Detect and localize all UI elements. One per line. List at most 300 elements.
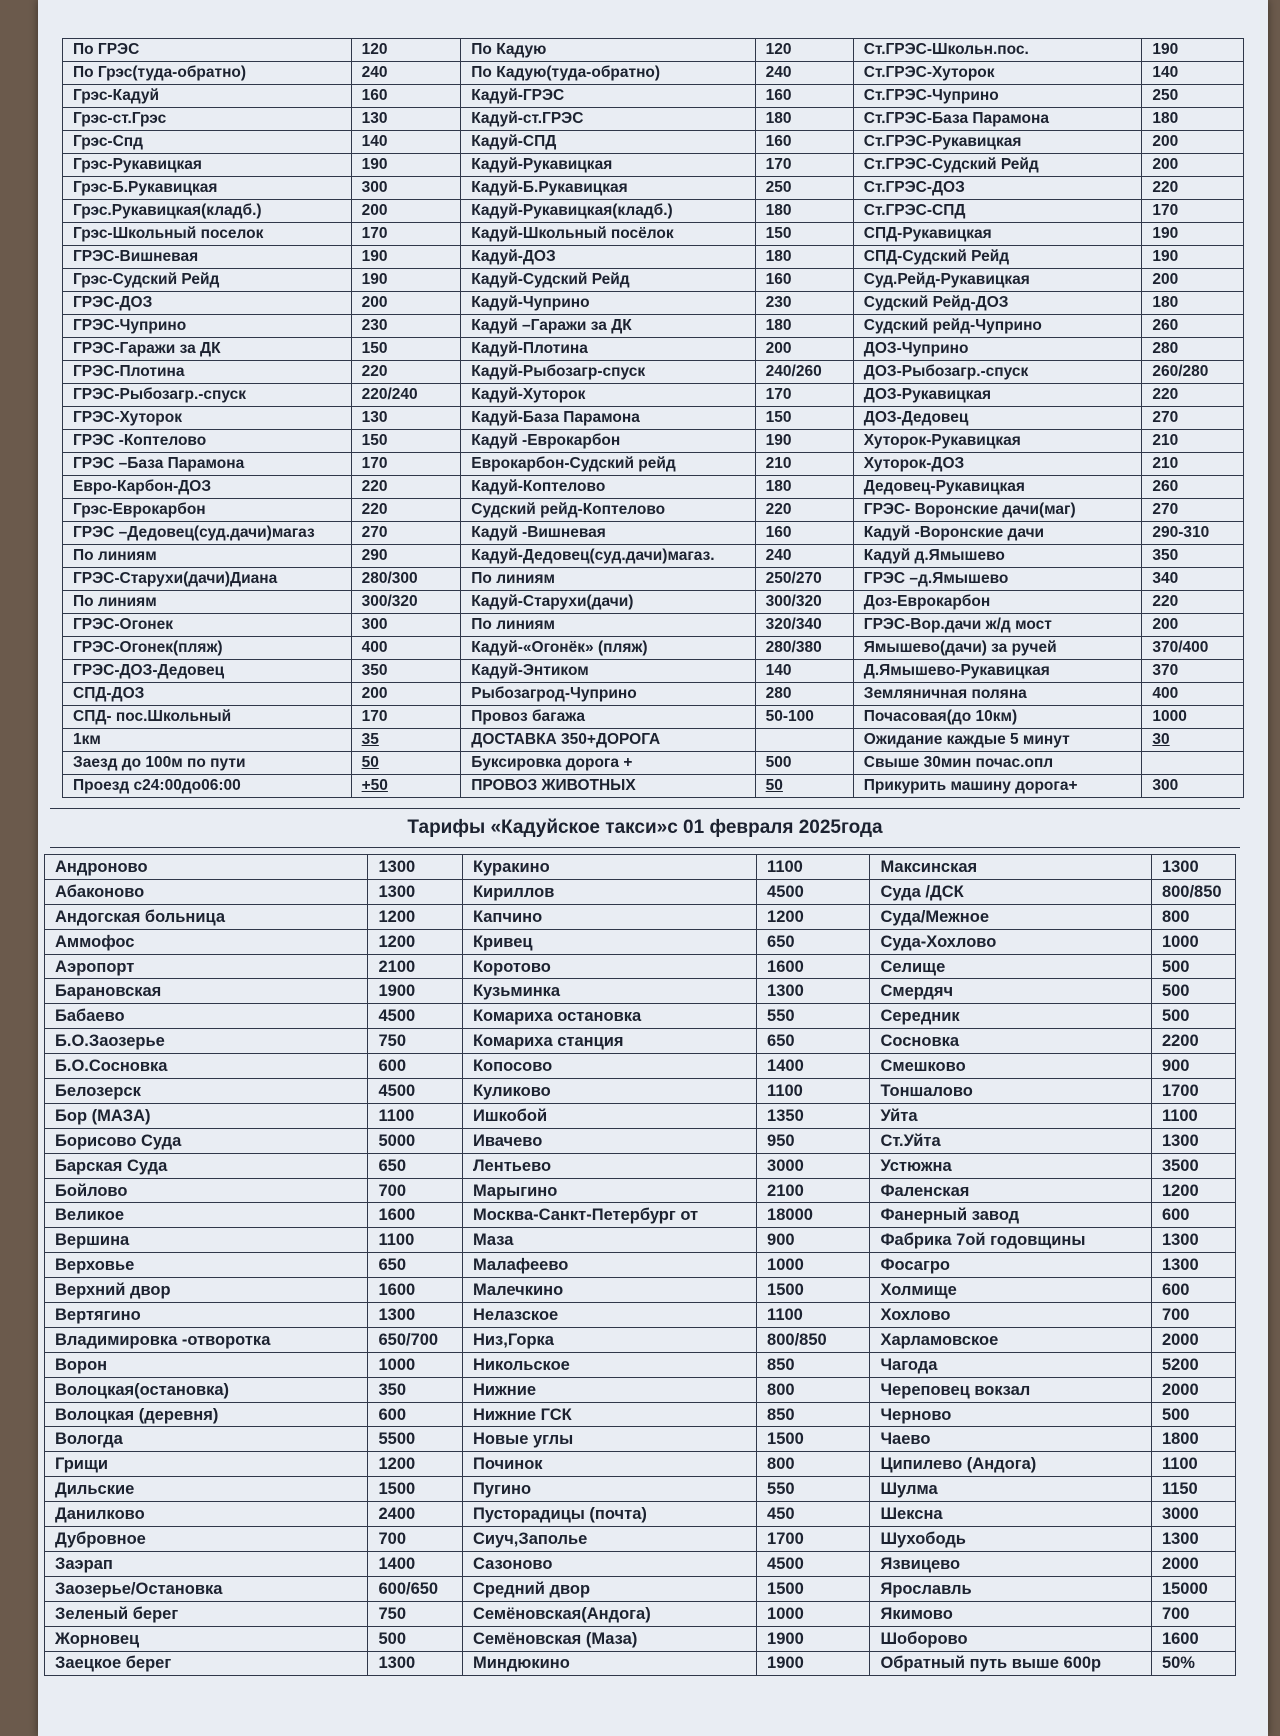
route-cell: По Кадую(туда-обратно) bbox=[461, 62, 755, 85]
table-row bbox=[63, 729, 1244, 752]
price-cell: 180 bbox=[1142, 292, 1244, 315]
route-cell: Грэс-Рукавицкая bbox=[63, 154, 352, 177]
price-cell: 500 bbox=[1151, 1402, 1235, 1427]
route-cell: Кадуй д.Ямышево bbox=[853, 545, 1142, 568]
route-cell: Кадуй-Рукавицкая(кладб.) bbox=[461, 200, 755, 223]
price-cell: 1400 bbox=[368, 1551, 463, 1576]
route-cell: Москва-Санкт-Петербург от bbox=[462, 1203, 756, 1228]
route-cell: Ст.Уйта bbox=[870, 1128, 1151, 1153]
route-cell: Кириллов bbox=[462, 879, 756, 904]
price-cell: 300 bbox=[351, 177, 461, 200]
price-cell: 850 bbox=[757, 1352, 870, 1377]
price-cell: 180 bbox=[755, 108, 853, 131]
price-cell: 1300 bbox=[368, 1303, 463, 1328]
route-cell: Суда /ДСК bbox=[870, 879, 1151, 904]
price-cell: 170 bbox=[351, 706, 461, 729]
price-cell: 200 bbox=[351, 200, 461, 223]
route-cell: ГРЭС-Старухи(дачи)Диана bbox=[63, 568, 352, 591]
route-cell: ГРЭС-Вор.дачи ж/д мост bbox=[853, 614, 1142, 637]
price-cell: 350 bbox=[368, 1377, 463, 1402]
price-cell: 290 bbox=[351, 545, 461, 568]
route-cell: Зеленый берег bbox=[45, 1601, 368, 1626]
route-cell: Земляничная поляна bbox=[853, 683, 1142, 706]
route-cell: Семёновская (Маза) bbox=[462, 1626, 756, 1651]
route-cell: Куликово bbox=[462, 1079, 756, 1104]
price-cell: 1300 bbox=[757, 979, 870, 1004]
route-cell: ГРЭС-Плотина bbox=[63, 361, 352, 384]
price-cell: 1100 bbox=[757, 1303, 870, 1328]
route-cell: Кадуй-Рукавицкая bbox=[461, 154, 755, 177]
price-cell bbox=[755, 729, 853, 752]
price-cell: 280/300 bbox=[351, 568, 461, 591]
price-cell: 180 bbox=[755, 246, 853, 269]
price-cell: 2100 bbox=[368, 954, 463, 979]
route-cell: Ямышево(дачи) за ручей bbox=[853, 637, 1142, 660]
table-row bbox=[63, 108, 1244, 131]
route-cell: Коротово bbox=[462, 954, 756, 979]
route-cell: Кадуй-Плотина bbox=[461, 338, 755, 361]
route-cell: Середник bbox=[870, 1004, 1151, 1029]
price-cell: 1600 bbox=[757, 954, 870, 979]
route-cell: Судский Рейд-ДОЗ bbox=[853, 292, 1142, 315]
route-cell: Ст.ГРЭС-ДОЗ bbox=[853, 177, 1142, 200]
price-cell: 1100 bbox=[368, 1228, 463, 1253]
route-cell: Кадуй-База Парамона bbox=[461, 407, 755, 430]
route-cell: Грэс-Кадуй bbox=[63, 85, 352, 108]
price-cell: 500 bbox=[1151, 1004, 1235, 1029]
route-cell: Череповец вокзал bbox=[870, 1377, 1151, 1402]
route-cell: Пусторадицы (почта) bbox=[462, 1502, 756, 1527]
price-cell bbox=[1142, 752, 1244, 775]
price-cell: 1000 bbox=[1142, 706, 1244, 729]
route-cell: Судский рейд-Чуприно bbox=[853, 315, 1142, 338]
price-cell: 850 bbox=[757, 1402, 870, 1427]
route-cell: Куракино bbox=[462, 855, 756, 880]
table-row bbox=[45, 1327, 1236, 1352]
table-row bbox=[45, 1601, 1236, 1626]
table-row bbox=[63, 154, 1244, 177]
price-cell: 950 bbox=[757, 1128, 870, 1153]
table-row bbox=[45, 1079, 1236, 1104]
route-cell: Уйта bbox=[870, 1103, 1151, 1128]
route-cell: Кадуй-Б.Рукавицкая bbox=[461, 177, 755, 200]
price-cell: 1300 bbox=[1151, 855, 1235, 880]
price-cell: 1600 bbox=[368, 1203, 463, 1228]
route-cell: Кадуй-ст.ГРЭС bbox=[461, 108, 755, 131]
route-cell: ДОЗ-Дедовец bbox=[853, 407, 1142, 430]
table-row bbox=[45, 1278, 1236, 1303]
price-cell: 700 bbox=[368, 1178, 463, 1203]
route-cell: Обратный путь выше 600р bbox=[870, 1651, 1151, 1676]
price-cell: 270 bbox=[351, 522, 461, 545]
price-cell: 270 bbox=[1142, 407, 1244, 430]
table-row bbox=[63, 39, 1244, 62]
price-cell: 130 bbox=[351, 108, 461, 131]
route-cell: СПД-Судский Рейд bbox=[853, 246, 1142, 269]
route-cell: Аэропорт bbox=[45, 954, 368, 979]
route-cell: Низ,Горка bbox=[462, 1327, 756, 1352]
price-cell: 1700 bbox=[1151, 1079, 1235, 1104]
price-cell: 240 bbox=[755, 545, 853, 568]
price-cell: 140 bbox=[1142, 62, 1244, 85]
route-cell: Сазоново bbox=[462, 1551, 756, 1576]
table-row bbox=[63, 614, 1244, 637]
route-cell: Сосновка bbox=[870, 1029, 1151, 1054]
price-cell: 150 bbox=[755, 407, 853, 430]
price-cell: 160 bbox=[351, 85, 461, 108]
route-cell: Великое bbox=[45, 1203, 368, 1228]
price-cell: 4500 bbox=[368, 1079, 463, 1104]
route-cell: Фабрика 7ой годовщины bbox=[870, 1228, 1151, 1253]
table-row bbox=[63, 752, 1244, 775]
table-row bbox=[45, 1402, 1236, 1427]
price-cell: 3000 bbox=[757, 1153, 870, 1178]
price-cell: 1200 bbox=[757, 904, 870, 929]
price-cell: 5000 bbox=[368, 1128, 463, 1153]
price-cell: 1900 bbox=[368, 979, 463, 1004]
route-cell: Новые углы bbox=[462, 1427, 756, 1452]
price-cell: 600 bbox=[368, 1402, 463, 1427]
price-cell: 400 bbox=[1142, 683, 1244, 706]
route-cell: Кадуй-СПД bbox=[461, 131, 755, 154]
price-cell: 400 bbox=[351, 637, 461, 660]
route-cell: Малечкино bbox=[462, 1278, 756, 1303]
price-cell: 190 bbox=[351, 269, 461, 292]
table-row bbox=[63, 361, 1244, 384]
price-cell: 210 bbox=[755, 453, 853, 476]
price-cell: 280 bbox=[1142, 338, 1244, 361]
route-cell: Кадуй -Воронские дачи bbox=[853, 522, 1142, 545]
table-row bbox=[45, 1178, 1236, 1203]
price-cell: 1100 bbox=[1151, 1452, 1235, 1477]
table-row bbox=[63, 131, 1244, 154]
price-cell: 190 bbox=[1142, 39, 1244, 62]
route-cell: Суд.Рейд-Рукавицкая bbox=[853, 269, 1142, 292]
price-cell: 280 bbox=[755, 683, 853, 706]
route-cell: ГРЭС-Чуприно bbox=[63, 315, 352, 338]
table-row bbox=[63, 637, 1244, 660]
route-cell: ГРЭС-Рыбозагр.-спуск bbox=[63, 384, 352, 407]
route-cell: Кадуй-Чуприно bbox=[461, 292, 755, 315]
route-cell: Ярославль bbox=[870, 1576, 1151, 1601]
table-row bbox=[63, 499, 1244, 522]
price-cell: 230 bbox=[351, 315, 461, 338]
route-cell: Пугино bbox=[462, 1477, 756, 1502]
route-cell: По линиям bbox=[63, 591, 352, 614]
table-row bbox=[45, 1228, 1236, 1253]
route-cell: Грэс-ст.Грэс bbox=[63, 108, 352, 131]
route-cell: СПД- пос.Школьный bbox=[63, 706, 352, 729]
route-cell: Данилково bbox=[45, 1502, 368, 1527]
table-row bbox=[45, 979, 1236, 1004]
price-cell: 240/260 bbox=[755, 361, 853, 384]
price-cell: 1600 bbox=[368, 1278, 463, 1303]
table-row bbox=[45, 1502, 1236, 1527]
price-cell: 2000 bbox=[1151, 1327, 1235, 1352]
price-cell: 800/850 bbox=[1151, 879, 1235, 904]
price-cell: 1600 bbox=[1151, 1626, 1235, 1651]
route-cell: Грэс-Б.Рукавицкая bbox=[63, 177, 352, 200]
price-cell: 260 bbox=[1142, 315, 1244, 338]
price-cell: 450 bbox=[757, 1502, 870, 1527]
price-cell: 190 bbox=[351, 154, 461, 177]
price-cell: 900 bbox=[1151, 1054, 1235, 1079]
table-row bbox=[45, 1576, 1236, 1601]
route-cell: Кадуй -Еврокарбон bbox=[461, 430, 755, 453]
route-cell: Владимировка -отворотка bbox=[45, 1327, 368, 1352]
price-cell: 600 bbox=[368, 1054, 463, 1079]
route-cell: Марыгино bbox=[462, 1178, 756, 1203]
route-cell: Почасовая(до 10км) bbox=[853, 706, 1142, 729]
route-cell: Хуторок-ДОЗ bbox=[853, 453, 1142, 476]
price-cell: 35 bbox=[351, 729, 461, 752]
route-cell: Шухободь bbox=[870, 1527, 1151, 1552]
table-row bbox=[45, 1377, 1236, 1402]
route-cell: Капчино bbox=[462, 904, 756, 929]
price-cell: 190 bbox=[351, 246, 461, 269]
route-cell: Барская Суда bbox=[45, 1153, 368, 1178]
route-cell: Прикурить машину дорога+ bbox=[853, 775, 1142, 798]
route-cell: ГРЭС –База Парамона bbox=[63, 453, 352, 476]
route-cell: ГРЭС-ДОЗ bbox=[63, 292, 352, 315]
price-cell: 200 bbox=[1142, 614, 1244, 637]
price-cell: 1000 bbox=[757, 1253, 870, 1278]
route-cell: Дедовец-Рукавицкая bbox=[853, 476, 1142, 499]
route-cell: Жорновец bbox=[45, 1626, 368, 1651]
route-cell: Грищи bbox=[45, 1452, 368, 1477]
route-cell: Верховье bbox=[45, 1253, 368, 1278]
price-cell: 4500 bbox=[757, 1551, 870, 1576]
price-cell: 50-100 bbox=[755, 706, 853, 729]
route-cell: Кадуй-Рыбозагр-спуск bbox=[461, 361, 755, 384]
route-cell: Буксировка дорога + bbox=[461, 752, 755, 775]
price-cell: 140 bbox=[755, 660, 853, 683]
price-cell: 800/850 bbox=[757, 1327, 870, 1352]
route-cell: Б.О.Сосновка bbox=[45, 1054, 368, 1079]
price-cell: 370/400 bbox=[1142, 637, 1244, 660]
table-row bbox=[45, 1427, 1236, 1452]
route-cell: Ст.ГРЭС-Судский Рейд bbox=[853, 154, 1142, 177]
table-row bbox=[63, 522, 1244, 545]
price-cell: 200 bbox=[755, 338, 853, 361]
route-cell: ГРЭС-Вишневая bbox=[63, 246, 352, 269]
route-cell: Кадуй-ГРЭС bbox=[461, 85, 755, 108]
route-cell: Шулма bbox=[870, 1477, 1151, 1502]
table-row bbox=[63, 407, 1244, 430]
table-row bbox=[63, 177, 1244, 200]
price-cell: 18000 bbox=[757, 1203, 870, 1228]
price-cell: 370 bbox=[1142, 660, 1244, 683]
table-row bbox=[63, 223, 1244, 246]
route-cell: ГРЭС –д.Ямышево bbox=[853, 568, 1142, 591]
price-cell: 170 bbox=[755, 154, 853, 177]
table-row bbox=[63, 292, 1244, 315]
route-cell: По линиям bbox=[461, 568, 755, 591]
route-cell: Лентьево bbox=[462, 1153, 756, 1178]
route-cell: Белозерск bbox=[45, 1079, 368, 1104]
price-cell: 250 bbox=[1142, 85, 1244, 108]
route-cell: Грэс-Еврокарбон bbox=[63, 499, 352, 522]
route-cell: Шоборово bbox=[870, 1626, 1151, 1651]
price-cell: 250/270 bbox=[755, 568, 853, 591]
price-cell: 180 bbox=[755, 476, 853, 499]
route-cell: ГРЭС- Воронские дачи(маг) bbox=[853, 499, 1142, 522]
price-cell: 170 bbox=[351, 453, 461, 476]
price-cell: 140 bbox=[351, 131, 461, 154]
table-row bbox=[63, 430, 1244, 453]
route-cell: Заезд до 100м по пути bbox=[63, 752, 352, 775]
route-cell: ГРЭС -Коптелово bbox=[63, 430, 352, 453]
price-cell: 170 bbox=[755, 384, 853, 407]
route-cell: Комариха станция bbox=[462, 1029, 756, 1054]
price-cell: 900 bbox=[757, 1228, 870, 1253]
route-cell: Кадуй-«Огонёк» (пляж) bbox=[461, 637, 755, 660]
route-cell: Ст.ГРЭС-База Парамона bbox=[853, 108, 1142, 131]
table-row bbox=[45, 1626, 1236, 1651]
price-cell: 1200 bbox=[368, 904, 463, 929]
table-row bbox=[45, 1527, 1236, 1552]
price-cell: 5200 bbox=[1151, 1352, 1235, 1377]
price-cell: 50 bbox=[351, 752, 461, 775]
route-cell: Чагода bbox=[870, 1352, 1151, 1377]
price-cell: 750 bbox=[368, 1601, 463, 1626]
price-cell: 250 bbox=[755, 177, 853, 200]
route-cell: Еврокарбон-Судский рейд bbox=[461, 453, 755, 476]
route-cell: Кадуй-Судский Рейд bbox=[461, 269, 755, 292]
route-cell: Максинская bbox=[870, 855, 1151, 880]
table-row bbox=[63, 683, 1244, 706]
price-cell: 180 bbox=[1142, 108, 1244, 131]
route-cell: Грэс.Рукавицкая(кладб.) bbox=[63, 200, 352, 223]
route-cell: Заэрап bbox=[45, 1551, 368, 1576]
price-cell: 3000 bbox=[1151, 1502, 1235, 1527]
route-cell: Ст.ГРЭС-СПД bbox=[853, 200, 1142, 223]
route-cell: Абаконово bbox=[45, 879, 368, 904]
price-cell: 200 bbox=[351, 292, 461, 315]
table-row bbox=[45, 954, 1236, 979]
price-cell: 170 bbox=[1142, 200, 1244, 223]
route-cell: СПД-Рукавицкая bbox=[853, 223, 1142, 246]
route-cell: Кадуй-Энтиком bbox=[461, 660, 755, 683]
price-cell: 120 bbox=[351, 39, 461, 62]
route-cell: Кадуй-Старухи(дачи) bbox=[461, 591, 755, 614]
price-cell: 220 bbox=[1142, 177, 1244, 200]
route-cell: Кадуй-Коптелово bbox=[461, 476, 755, 499]
table-row bbox=[63, 453, 1244, 476]
table-row bbox=[63, 775, 1244, 798]
price-cell: 1300 bbox=[1151, 1253, 1235, 1278]
route-cell: ДОСТАВКА 350+ДОРОГА bbox=[461, 729, 755, 752]
price-cell: 4500 bbox=[757, 879, 870, 904]
table-row bbox=[63, 384, 1244, 407]
price-cell: 160 bbox=[755, 131, 853, 154]
route-cell: Грэс-Судский Рейд bbox=[63, 269, 352, 292]
route-cell: Дильские bbox=[45, 1477, 368, 1502]
price-cell: 180 bbox=[755, 200, 853, 223]
price-cell: 240 bbox=[351, 62, 461, 85]
route-cell: Хуторок-Рукавицкая bbox=[853, 430, 1142, 453]
table-row bbox=[63, 315, 1244, 338]
price-cell: 270 bbox=[1142, 499, 1244, 522]
local-fares-table bbox=[62, 38, 1244, 798]
price-cell: 4500 bbox=[368, 1004, 463, 1029]
route-cell: Смердяч bbox=[870, 979, 1151, 1004]
route-cell: Ст.ГРЭС-Чуприно bbox=[853, 85, 1142, 108]
route-cell: Сиуч,Заполье bbox=[462, 1527, 756, 1552]
price-cell: +50 bbox=[351, 775, 461, 798]
route-cell: Бор (МАЗА) bbox=[45, 1103, 368, 1128]
price-cell: 700 bbox=[1151, 1303, 1235, 1328]
price-cell: 1000 bbox=[368, 1352, 463, 1377]
price-cell: 200 bbox=[351, 683, 461, 706]
price-cell: 50% bbox=[1151, 1651, 1235, 1676]
route-cell: ГРЭС-Хуторок bbox=[63, 407, 352, 430]
route-cell: СПД-ДОЗ bbox=[63, 683, 352, 706]
route-cell: Ст.ГРЭС-Школьн.пос. bbox=[853, 39, 1142, 62]
price-cell: 1200 bbox=[368, 929, 463, 954]
route-cell: Евро-Карбон-ДОЗ bbox=[63, 476, 352, 499]
price-cell: 150 bbox=[755, 223, 853, 246]
table-row bbox=[63, 706, 1244, 729]
route-cell: Кадуй-Хуторок bbox=[461, 384, 755, 407]
route-cell: Заецкое берег bbox=[45, 1651, 368, 1676]
route-cell: Ст.ГРЭС-Хуторок bbox=[853, 62, 1142, 85]
price-cell: 1700 bbox=[757, 1527, 870, 1552]
route-cell: Провоз багажа bbox=[461, 706, 755, 729]
price-cell: 600 bbox=[1151, 1278, 1235, 1303]
table-row bbox=[45, 1103, 1236, 1128]
route-cell: Нижние bbox=[462, 1377, 756, 1402]
price-cell: 1300 bbox=[1151, 1527, 1235, 1552]
table-row bbox=[45, 1029, 1236, 1054]
table-row bbox=[45, 1203, 1236, 1228]
price-cell: 2000 bbox=[1151, 1551, 1235, 1576]
route-cell: По Кадую bbox=[461, 39, 755, 62]
price-cell: 500 bbox=[368, 1626, 463, 1651]
price-cell: 550 bbox=[757, 1477, 870, 1502]
route-cell: Вологда bbox=[45, 1427, 368, 1452]
price-cell: 130 bbox=[351, 407, 461, 430]
price-cell: 170 bbox=[351, 223, 461, 246]
table-row bbox=[45, 1477, 1236, 1502]
route-cell: ДОЗ-Рукавицкая bbox=[853, 384, 1142, 407]
route-cell: Холмище bbox=[870, 1278, 1151, 1303]
route-cell: Б.О.Заозерье bbox=[45, 1029, 368, 1054]
price-cell: 1300 bbox=[368, 879, 463, 904]
price-cell: 1000 bbox=[1151, 929, 1235, 954]
route-cell: Миндюкино bbox=[462, 1651, 756, 1676]
price-cell: 1500 bbox=[757, 1576, 870, 1601]
route-cell: Фанерный завод bbox=[870, 1203, 1151, 1228]
price-cell: 15000 bbox=[1151, 1576, 1235, 1601]
price-cell: 1100 bbox=[757, 855, 870, 880]
price-cell: 200 bbox=[1142, 131, 1244, 154]
price-cell: 120 bbox=[755, 39, 853, 62]
table-row bbox=[45, 855, 1236, 880]
price-cell: 350 bbox=[1142, 545, 1244, 568]
table-row bbox=[45, 904, 1236, 929]
price-cell: 1800 bbox=[1151, 1427, 1235, 1452]
route-cell: Тоншалово bbox=[870, 1079, 1151, 1104]
route-cell: Аммофос bbox=[45, 929, 368, 954]
table-row bbox=[63, 338, 1244, 361]
price-cell: 1350 bbox=[757, 1103, 870, 1128]
route-cell: Селище bbox=[870, 954, 1151, 979]
route-cell: По ГРЭС bbox=[63, 39, 352, 62]
route-cell: Средний двор bbox=[462, 1576, 756, 1601]
price-cell: 5500 bbox=[368, 1427, 463, 1452]
price-cell: 180 bbox=[755, 315, 853, 338]
